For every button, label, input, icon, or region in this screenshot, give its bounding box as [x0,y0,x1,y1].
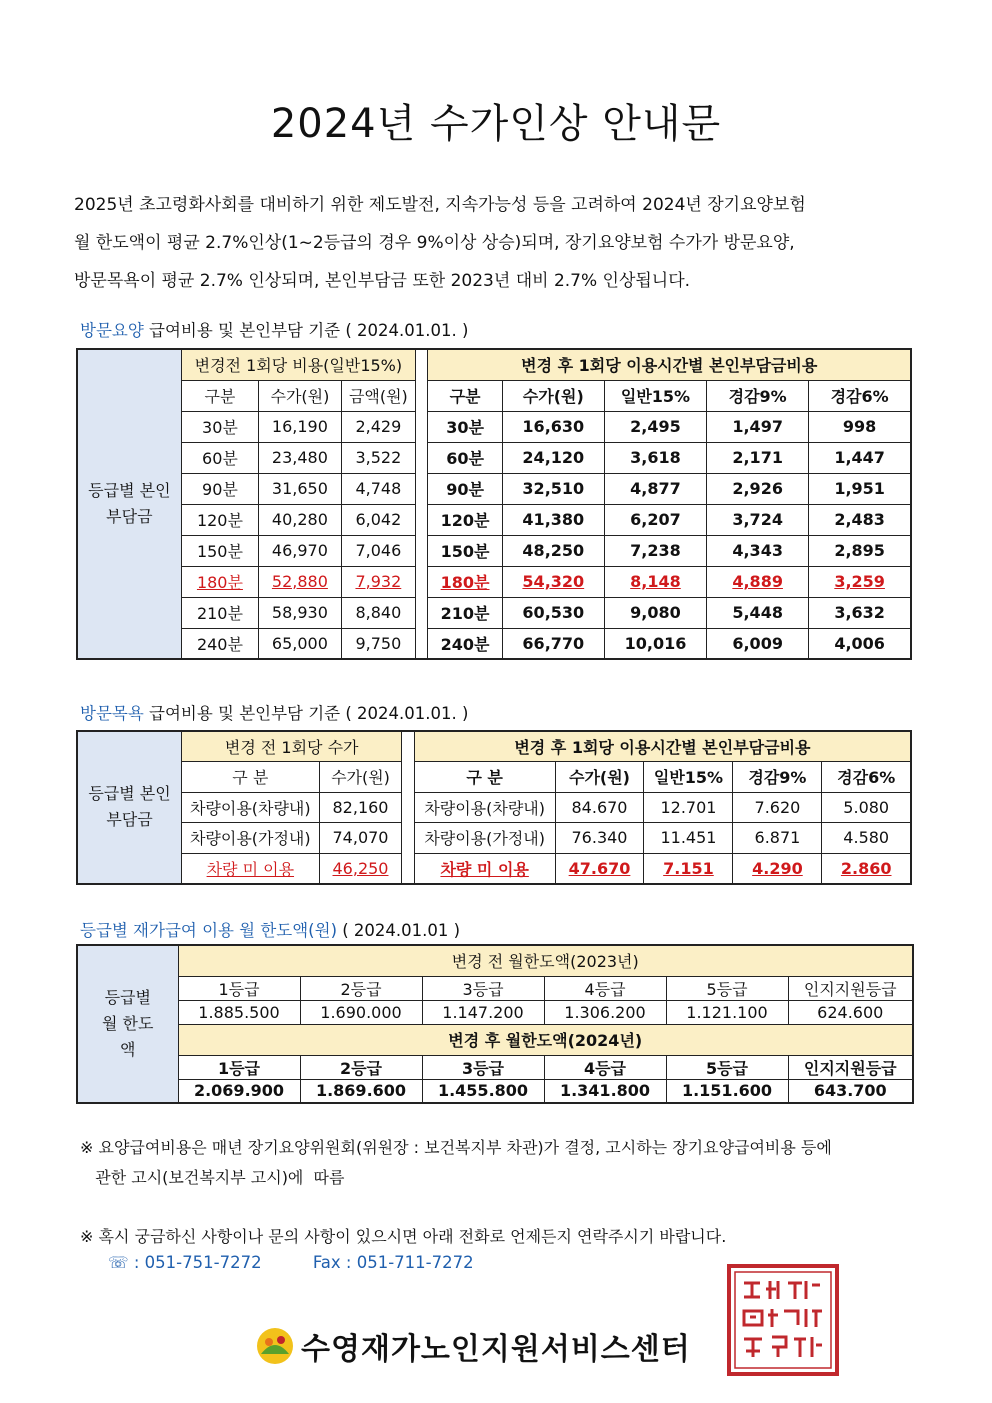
grade-header: 3등급 [422,1055,544,1079]
table-cell: 2,895 [809,535,911,566]
table-row [77,442,911,473]
table-cell: 7,046 [341,535,415,566]
table-cell: 180분 [428,566,502,597]
grade-header-row [77,976,913,1000]
table-cell: 5.080 [822,792,911,823]
column-header: 구 분 [182,762,320,793]
table-cell: 3,259 [809,566,911,597]
side-label: 등급별 본인부담금 [77,731,182,884]
table-cell: 58,930 [259,597,342,628]
column-header: 일반15% [644,762,733,793]
intro-line: 방문목욕이 평균 2.7% 인상되며, 본인부담금 또한 2023년 대비 2.7% 인상됩니다. [74,271,691,291]
org-logo [255,1324,691,1368]
table-cell: 4,343 [707,535,809,566]
table-cell: 1.869.600 [300,1079,422,1103]
table-cell: 4,748 [341,473,415,504]
org-logo-icon [255,1326,295,1366]
table-cell: 4,877 [604,473,706,504]
table-cell: 40,280 [259,504,342,535]
table-cell: 8,840 [341,597,415,628]
table-cell: 120분 [428,504,502,535]
table-row [77,1000,913,1024]
note-contact: ※ 혹시 궁금하신 사항이나 문의 사항이 있으시면 아래 전화로 언제든지 연락주시기 바랍니다. [80,1227,727,1246]
grade-header: 4등급 [544,976,666,1000]
table-cell: 10,016 [604,628,706,659]
table-row [77,504,911,535]
table-row [77,411,911,442]
table-cell: 3,632 [809,597,911,628]
column-header: 일반15% [604,380,706,411]
before-title: 변경 전 1회당 수가 [182,731,402,762]
grade-header: 5등급 [666,1055,788,1079]
grade-header: 1등급 [178,1055,300,1079]
table-cell: 6.871 [733,823,822,854]
table-cell: 46,970 [259,535,342,566]
table-row [77,823,911,854]
table-cell: 120분 [181,504,258,535]
table-cell: 1.341.800 [544,1079,666,1103]
table-cell: 24,120 [502,442,604,473]
limit-heading-label: 등급별 재가급여 이용 월 한도액(원) [80,921,337,940]
table-cell: 210분 [428,597,502,628]
table-cell: 210분 [181,597,258,628]
table-row [77,792,911,823]
table-cell: 66,770 [502,628,604,659]
table-cell: 180분 [181,566,258,597]
table-header-row [77,762,911,793]
column-header: 수가(원) [555,762,644,793]
table-header-row [77,380,911,411]
column-header: 경감6% [822,762,911,793]
before-title: 변경 전 월한도액(2023년) [178,945,913,976]
table-cell: 1.885.500 [178,1000,300,1024]
table-row [77,597,911,628]
table-cell: 31,650 [259,473,342,504]
table-cell: 2,926 [707,473,809,504]
intro-line: 2025년 초고령화사회를 대비하기 위한 제도발전, 지속가능성 등을 고려하여 2024년 장기요양보험 [74,195,806,215]
table-cell: 2,495 [604,411,706,442]
table-cell: 16,630 [502,411,604,442]
org-name: 수영재가노인지원서비스센터 [301,1332,691,1367]
table-cell: 차량이용(가정내) [414,823,555,854]
visit-care-heading-rest: 급여비용 및 본인부담 기준 ( 2024.01.01. ) [143,321,469,340]
grade-header-row [77,1055,913,1079]
table-cell: 1.455.800 [422,1079,544,1103]
table-cell: 1.121.100 [666,1000,788,1024]
table-title-row [77,1024,913,1055]
spacer-cell [402,731,414,884]
column-header: 수가(원) [319,762,402,793]
table-cell: 60,530 [502,597,604,628]
column-header: 수가(원) [502,380,604,411]
before-title: 변경전 1회당 비용(일반15%) [181,349,415,380]
grade-header: 4등급 [544,1055,666,1079]
table-cell: 74,070 [319,823,402,854]
table-cell: 46,250 [319,853,402,884]
table-cell: 4,889 [707,566,809,597]
table-cell: 5,448 [707,597,809,628]
table-cell: 7.151 [644,853,733,884]
side-label: 등급별 월 한도액 [77,945,178,1103]
grade-header: 2등급 [300,1055,422,1079]
table-cell: 1.147.200 [422,1000,544,1024]
page-title: 2024년 수가인상 안내문 [270,101,722,147]
table-cell: 82,160 [319,792,402,823]
table-cell: 9,750 [341,628,415,659]
table-cell: 30분 [428,411,502,442]
visit-bath-heading [80,700,468,724]
spacer-cell [416,349,428,659]
table-cell: 7,932 [341,566,415,597]
table-cell: 1,447 [809,442,911,473]
grade-header: 인지지원등급 [788,1055,913,1079]
grade-header: 1등급 [178,976,300,1000]
table-cell: 30분 [181,411,258,442]
column-header: 구분 [181,380,258,411]
table-cell: 16,190 [259,411,342,442]
table-cell: 60분 [428,442,502,473]
intro-line: 월 한도액이 평균 2.7%인상(1~2등급의 경우 9%이상 상승)되며, 장기요양보험 수가가 방문요양, [74,233,795,253]
visit-bath-heading-rest: 급여비용 및 본인부담 기준 ( 2024.01.01. ) [143,704,469,723]
table-cell: 2,171 [707,442,809,473]
note-line: ※ 요양급여비용은 매년 장기요양위원회(위원장 : 보건복지부 차관)가 결정, 고시하는 장기요양급여비용 등에 [80,1138,832,1157]
table-cell: 54,320 [502,566,604,597]
fax-number: Fax : 051-711-7272 [312,1253,474,1272]
visit-bath-heading-label: 방문목욕 [80,704,144,723]
table-cell: 6,042 [341,504,415,535]
column-header: 금액(원) [341,380,415,411]
table-cell: 1.306.200 [544,1000,666,1024]
contact-info [108,1253,520,1272]
table-cell: 84.670 [555,792,644,823]
grade-header: 2등급 [300,976,422,1000]
grade-header: 3등급 [422,976,544,1000]
table-cell: 6,207 [604,504,706,535]
table-cell: 차량 미 이용 [182,853,320,884]
table-cell: 차량 미 이용 [414,853,555,884]
table-cell: 643.700 [788,1079,913,1103]
note-fee-basis [80,1133,832,1193]
table-cell: 1,951 [809,473,911,504]
column-header: 경감6% [809,380,911,411]
table-cell: 998 [809,411,911,442]
table-cell: 41,380 [502,504,604,535]
table-row [77,1079,913,1103]
table-cell: 47.670 [555,853,644,884]
table-cell: 76.340 [555,823,644,854]
visit-bath-table [76,730,912,885]
after-title: 변경 후 1회당 이용시간별 본인부담금비용 [414,731,911,762]
after-title: 변경 후 1회당 이용시간별 본인부담금비용 [428,349,911,380]
table-cell: 11.451 [644,823,733,854]
table-cell: 65,000 [259,628,342,659]
visit-care-heading [80,317,468,341]
phone-number[interactable]: ☏ : 051-751-7272 [108,1253,262,1272]
note-line: 관한 고시(보건복지부 고시)에 따름 [80,1168,345,1187]
column-header: 경감9% [733,762,822,793]
table-cell: 2.069.900 [178,1079,300,1103]
table-cell: 150분 [181,535,258,566]
after-title: 변경 후 월한도액(2024년) [178,1024,913,1055]
table-title-row [77,731,911,762]
table-cell: 8,148 [604,566,706,597]
side-label: 등급별 본인부담금 [77,349,181,659]
table-cell: 3,618 [604,442,706,473]
table-cell: 23,480 [259,442,342,473]
table-cell: 90분 [428,473,502,504]
monthly-limit-table [76,944,914,1104]
limit-heading [80,917,460,941]
table-title-row [77,945,913,976]
table-cell: 2,483 [809,504,911,535]
visit-care-heading-label: 방문요양 [80,321,144,340]
table-row [77,535,911,566]
grade-header: 5등급 [666,976,788,1000]
column-header: 경감9% [707,380,809,411]
table-cell: 9,080 [604,597,706,628]
table-cell: 4.580 [822,823,911,854]
grade-header: 인지지원등급 [788,976,913,1000]
limit-heading-rest: ( 2024.01.01 ) [337,921,461,940]
table-cell: 240분 [181,628,258,659]
table-row [77,473,911,504]
table-cell: 6,009 [707,628,809,659]
table-cell: 3,522 [341,442,415,473]
table-cell: 7.620 [733,792,822,823]
table-row [77,628,911,659]
table-cell: 4,006 [809,628,911,659]
table-cell: 3,724 [707,504,809,535]
table-cell: 624.600 [788,1000,913,1024]
table-cell: 240분 [428,628,502,659]
table-cell: 4.290 [733,853,822,884]
table-cell: 48,250 [502,535,604,566]
table-cell: 90분 [181,473,258,504]
table-cell: 32,510 [502,473,604,504]
table-cell: 차량이용(가정내) [182,823,320,854]
column-header: 구 분 [414,762,555,793]
table-cell: 1.151.600 [666,1079,788,1103]
table-cell: 2,429 [341,411,415,442]
visit-care-table [76,348,912,660]
table-cell: 60분 [181,442,258,473]
table-row [77,853,911,884]
table-cell: 차량이용(차량내) [182,792,320,823]
column-header: 수가(원) [259,380,342,411]
table-cell: 150분 [428,535,502,566]
intro-paragraph [74,186,924,300]
table-cell: 1.690.000 [300,1000,422,1024]
official-seal-icon [726,1263,840,1377]
table-cell: 52,880 [259,566,342,597]
column-header: 구분 [428,380,502,411]
table-cell: 7,238 [604,535,706,566]
table-cell: 차량이용(차량내) [414,792,555,823]
table-cell: 2.860 [822,853,911,884]
table-row [77,566,911,597]
table-cell: 12.701 [644,792,733,823]
table-cell: 1,497 [707,411,809,442]
table-title-row [77,349,911,380]
